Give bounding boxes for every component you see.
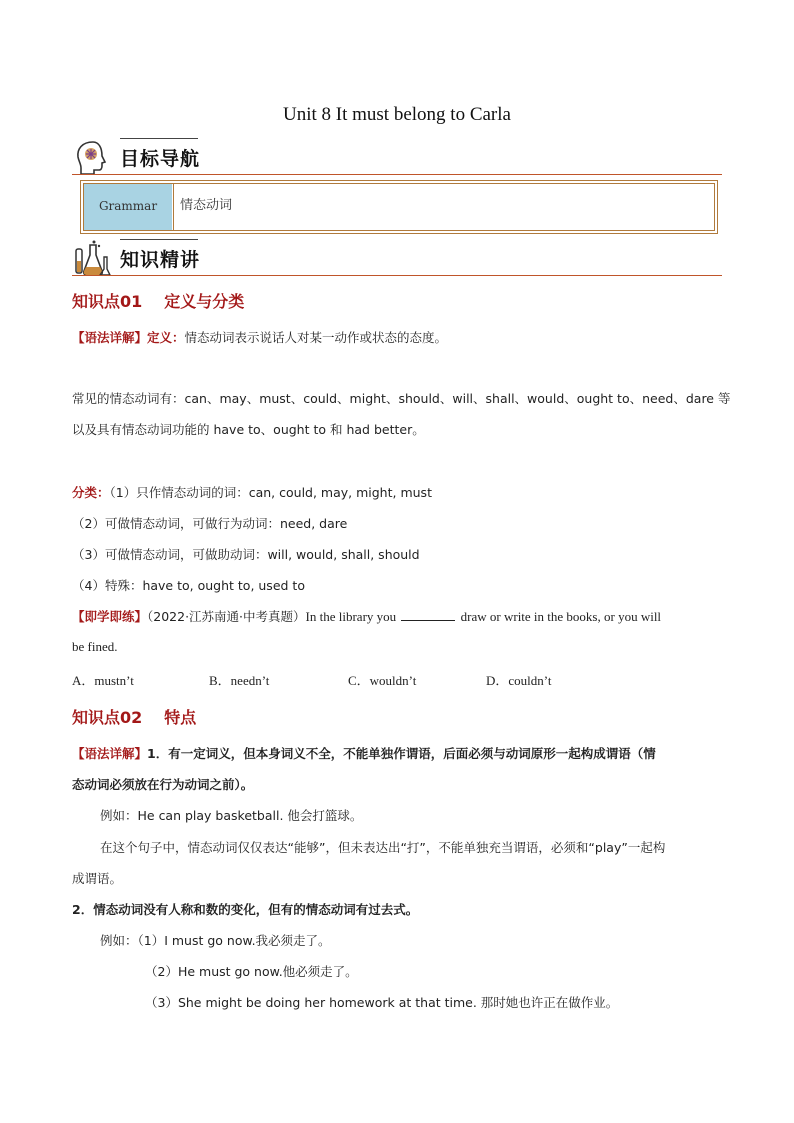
kp1-definition [72,328,447,346]
definition-label: 定义： [147,330,185,345]
section-heading-label: 知识精讲 [120,249,201,271]
heading-underline [72,174,722,175]
practice-question: 【即学即练】（2022·江苏南通·中考真题）In the library you draw or write in the books, or you will [72,609,662,624]
option-a: A．mustn’t [72,673,134,688]
kp2-example2-1: 例如：（1）I must go now.我必须走了。 [100,933,331,948]
heading-top-rule [120,138,198,139]
section-heading-goals [72,138,722,182]
practice-question-line2: be fined. [72,639,118,654]
kp1-class-item2: （2）可做情态动词，可做行为动词：need, dare [72,516,348,531]
practice-tag: 【即学即练】 [72,609,148,624]
kp-number: 知识点01 [72,292,143,311]
kp2-note-line2: 成谓语。 [72,871,123,886]
kp2-note-line1: 在这个句子中，情态动词仅仅表达“能够”，但未表达出“打”，不能单独充当谓语，必须和“play”一起构 [100,840,666,855]
detail-tag: 【语法详解】 [72,746,148,761]
kp1-class-item3: （3）可做情态动词，可做助动词：will, would, shall, should [72,547,420,562]
page-title: Unit 8 It must belong to Carla [283,104,511,125]
kp1-class-item1: 分类：（1）只作情态动词的词：can, could, may, might, must [72,485,432,500]
section-heading-label: 目标导航 [120,148,201,170]
option-d: D．couldn’t [486,673,552,688]
goal-table [80,180,718,234]
kp1-common-verbs-line1: 常见的情态动词有：can、may、must、could、might、should、will、shall、would、ought to、need、dare 等 [72,391,731,406]
example-label: 例如： [100,933,138,948]
brain-head-icon [72,138,114,176]
kp2-point1-line2: 态动词必须放在行为动词之前）。 [72,777,254,792]
option-c: C．wouldn’t [348,673,417,688]
goal-table-value-cell: 情态动词 [180,198,233,213]
goal-table-divider [173,184,174,230]
practice-source: （2022·江苏南通·中考真题） [147,609,306,624]
heading-underline [72,275,722,276]
kp2-example1: 例如：He can play basketball. 他会打篮球。 [100,808,363,823]
answer-blank [401,608,455,621]
kp-title: 特点 [164,708,197,727]
detail-tag: 【语法详解】 [72,330,148,345]
goal-table-label-cell: Grammar [84,184,172,230]
kp-title: 定义与分类 [164,292,245,311]
kp1-class-item4: （4）特殊：have to, ought to, used to [72,578,305,593]
kp2-point2: 2．情态动词没有人称和数的变化，但有的情态动词有过去式。 [72,902,419,917]
definition-text: 情态动词表示说话人对某一动作或状态的态度。 [184,330,448,345]
kp1-common-verbs-line2: 以及具有情态动词功能的 have to、ought to 和 had better。 [72,422,425,437]
option-b: B．needn’t [209,673,270,688]
kp2-point1-line1: 【语法详解】1．有一定词义，但本身词义不全，不能单独作谓语，后面必须与动词原形一起构成谓语（情 [72,746,656,761]
kp2-example2-2: （2）He must go now.他必须走了。 [145,964,358,979]
kp-number: 知识点02 [72,708,143,727]
section-heading-knowledge [72,239,722,283]
lab-flask-icon [72,239,114,277]
class-tag: 分类： [72,485,110,500]
knowledge-point-2-heading [72,705,196,728]
kp2-example2-3: （3）She might be doing her homework at that time. 那时她也许正在做作业。 [145,995,619,1010]
heading-top-rule [120,239,198,240]
knowledge-point-1-heading [72,289,244,312]
